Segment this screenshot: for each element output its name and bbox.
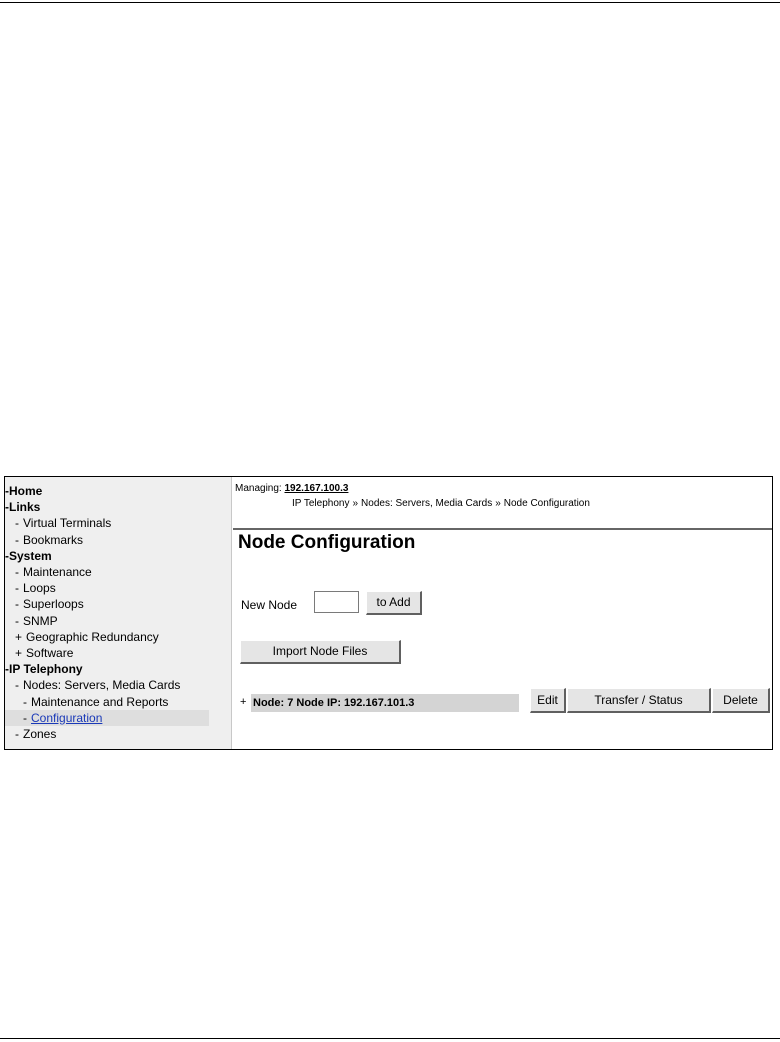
sidebar-item-prefix: - xyxy=(15,581,19,596)
sidebar-item-zones[interactable] xyxy=(5,726,231,742)
sidebar-item-prefix: - xyxy=(15,613,19,628)
sidebar-item-system[interactable] xyxy=(5,548,231,564)
delete-button[interactable]: Delete xyxy=(712,688,770,713)
sidebar-item-geographic-redundancy[interactable] xyxy=(5,629,231,645)
edit-button[interactable]: Edit xyxy=(530,688,566,713)
sidebar-item-prefix: - xyxy=(15,516,19,531)
sidebar-item-label: System xyxy=(9,548,52,563)
sidebar-item-label: SNMP xyxy=(23,613,58,628)
sidebar-item-prefix: - xyxy=(5,500,9,515)
sidebar-item-prefix: - xyxy=(15,727,19,742)
sidebar-item-configuration[interactable] xyxy=(5,710,209,726)
breadcrumb-separator: » xyxy=(352,498,359,509)
sidebar-item-nodes-servers-media-cards[interactable] xyxy=(5,677,231,693)
breadcrumb xyxy=(292,498,590,509)
sidebar-item-links[interactable] xyxy=(5,499,231,515)
sidebar-item-home[interactable] xyxy=(5,483,231,499)
node-summary: Node: 7 Node IP: 192.167.101.3 xyxy=(251,694,519,712)
sidebar-item-label: Virtual Terminals xyxy=(23,516,112,531)
sidebar-item-label: Home xyxy=(9,484,43,498)
sidebar-item-prefix: - xyxy=(23,694,27,709)
sidebar-item-prefix: - xyxy=(15,532,19,547)
bottom-rule xyxy=(0,1038,780,1039)
expand-icon[interactable]: + xyxy=(240,696,247,708)
add-node-button[interactable]: to Add xyxy=(366,591,422,615)
sidebar-item-maintenance[interactable] xyxy=(5,564,231,580)
managing-label: Managing: xyxy=(235,483,282,494)
screenshot-frame xyxy=(4,476,773,750)
sidebar-item-prefix: + xyxy=(15,629,23,644)
main-content xyxy=(233,477,772,749)
sidebar-item-label: Links xyxy=(9,500,41,515)
page-title: Node Configuration xyxy=(238,532,416,553)
sidebar-item-bookmarks[interactable] xyxy=(5,532,231,548)
sidebar-item-prefix: - xyxy=(5,548,9,563)
sidebar-item-label[interactable]: Configuration xyxy=(31,710,103,725)
sidebar-item-maintenance-and-reports[interactable] xyxy=(5,694,231,710)
new-node-label: New Node xyxy=(241,598,298,612)
sidebar-item-snmp[interactable] xyxy=(5,613,231,629)
sidebar-item-prefix: - xyxy=(15,678,19,693)
import-node-files-button[interactable]: Import Node Files xyxy=(240,640,401,664)
breadcrumb-item-current: Node Configuration xyxy=(503,498,590,509)
sidebar-item-virtual-terminals[interactable] xyxy=(5,515,231,531)
new-node-input[interactable] xyxy=(314,591,359,613)
breadcrumb-item[interactable]: IP Telephony xyxy=(292,498,350,509)
sidebar-item-label: Loops xyxy=(23,581,56,596)
sidebar-item-label: Superloops xyxy=(23,597,84,612)
breadcrumb-item[interactable]: Nodes: Servers, Media Cards xyxy=(361,498,493,509)
sidebar-item-label: Zones xyxy=(23,727,57,742)
sidebar-item-prefix: - xyxy=(15,597,19,612)
sidebar-item-label: Geographic Redundancy xyxy=(26,629,159,644)
sidebar-item-software[interactable] xyxy=(5,645,231,661)
sidebar-item-prefix: - xyxy=(5,662,9,677)
sidebar-item-prefix: + xyxy=(15,646,23,661)
sidebar-item-label: Bookmarks xyxy=(23,532,84,547)
sidebar-item-loops[interactable] xyxy=(5,580,231,596)
top-rule xyxy=(0,2,780,3)
sidebar-item-superloops[interactable] xyxy=(5,596,231,612)
sidebar-item-label: Nodes: Servers, Media Cards xyxy=(23,678,181,693)
managing-ip-link[interactable]: 192.167.100.3 xyxy=(284,483,349,494)
sidebar-item-ip-telephony[interactable] xyxy=(5,661,231,677)
managing-line xyxy=(235,483,348,494)
sidebar-item-label: IP Telephony xyxy=(9,662,83,677)
sidebar-item-label: Maintenance xyxy=(23,565,92,580)
breadcrumb-separator: » xyxy=(495,498,501,509)
sidebar-item-prefix: - xyxy=(23,710,27,725)
node-row xyxy=(240,694,519,712)
sidebar-item-prefix: - xyxy=(15,565,19,580)
sidebar-item-label: Maintenance and Reports xyxy=(31,694,169,709)
sidebar-item-prefix: - xyxy=(5,484,9,498)
sidebar-item-label: Software xyxy=(26,646,74,661)
header-divider xyxy=(233,528,772,530)
transfer-status-button[interactable]: Transfer / Status xyxy=(567,688,711,713)
sidebar-nav xyxy=(5,477,232,749)
